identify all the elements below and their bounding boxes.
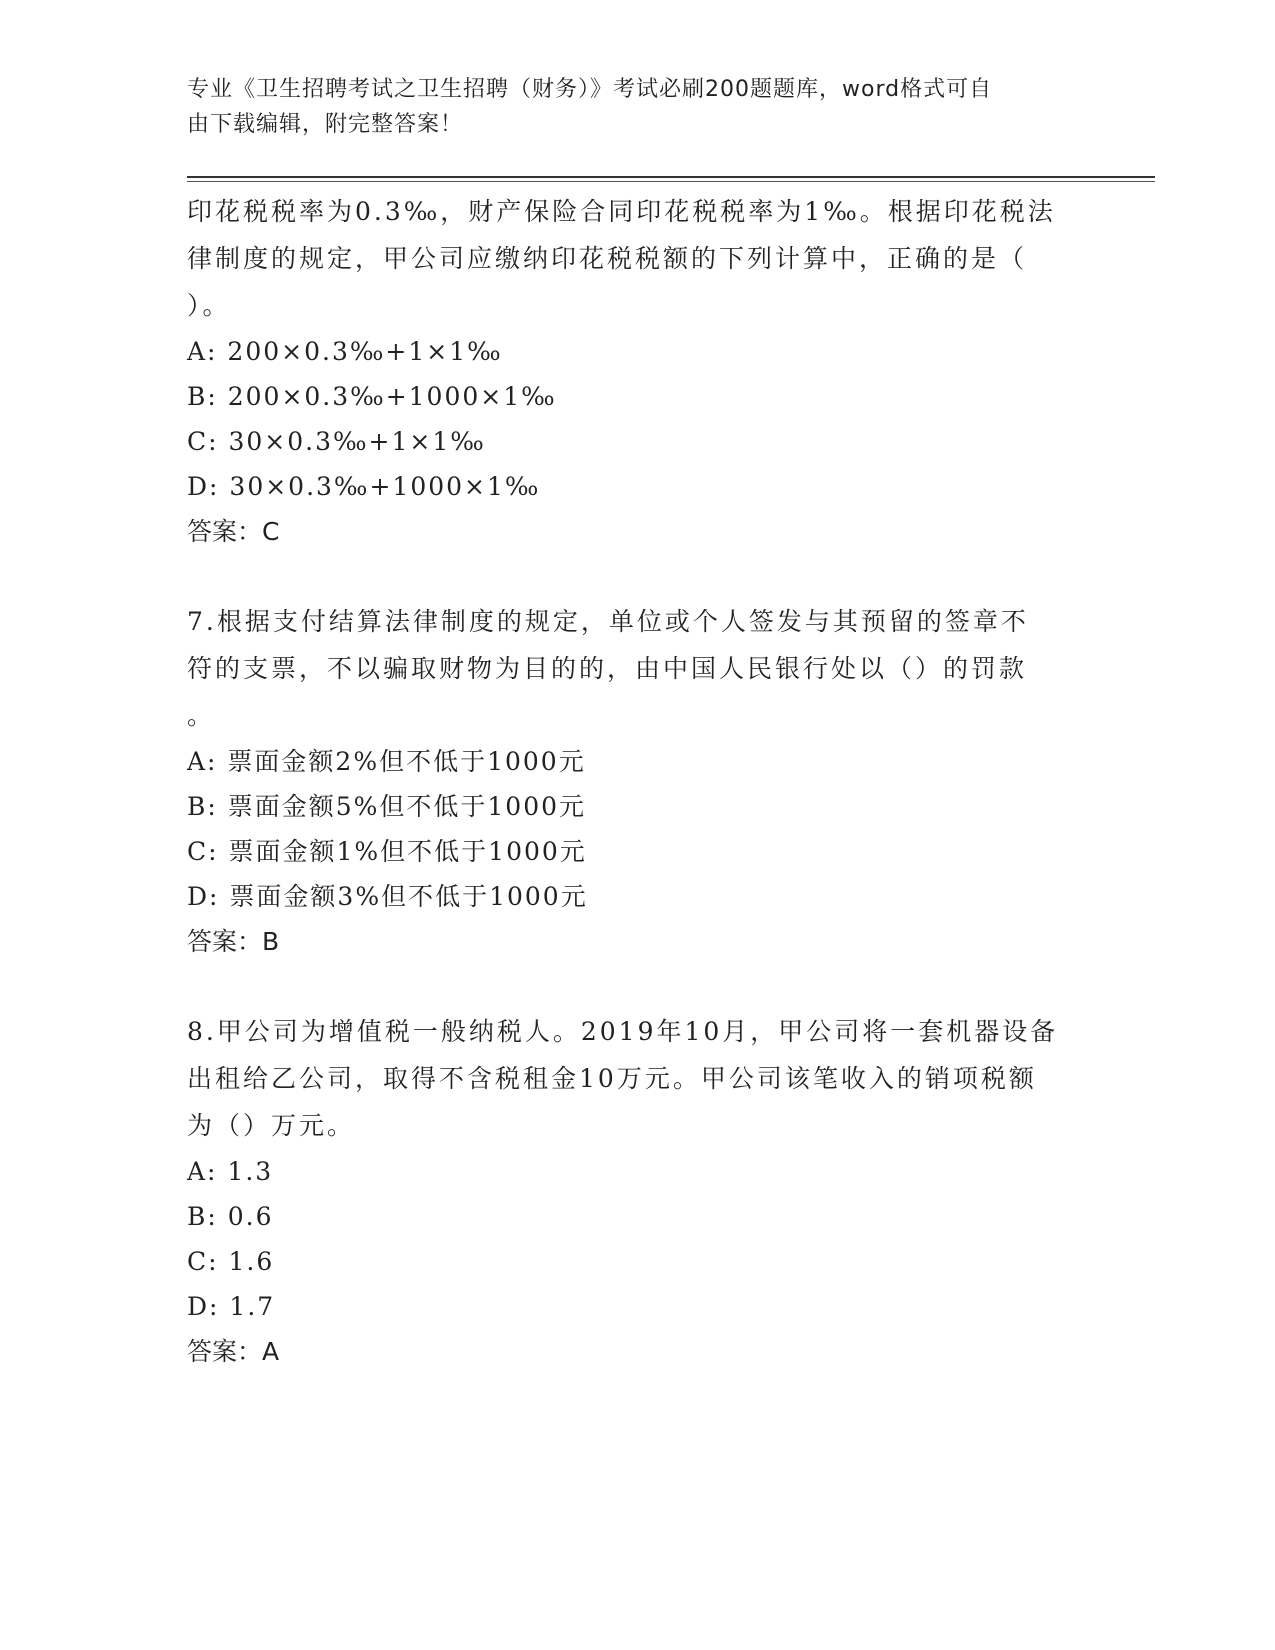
document-header: [187, 72, 1067, 142]
question-stem-line: 8.甲公司为增值税一般纳税人。2019年10月，甲公司将一套机器设备: [187, 1017, 1059, 1046]
option-d: D: 票面金额3%但不低于1000元: [187, 882, 588, 911]
option-b: B: 票面金额5%但不低于1000元: [187, 792, 587, 821]
option-c: C: 票面金额1%但不低于1000元: [187, 837, 587, 866]
answer-line: 答案：C: [187, 517, 280, 546]
option-a: A: 1.3: [187, 1157, 274, 1186]
option-a: A: 票面金额2%但不低于1000元: [187, 747, 586, 776]
question-stem-line: 7.根据支付结算法律制度的规定，单位或个人签发与其预留的签章不: [187, 607, 1029, 636]
option-d: D: 30×0.3‰+1000×1‰: [187, 472, 541, 501]
header-line: 专业《卫生招聘考试之卫生招聘（财务）》考试必刷200题题库，word格式可自: [187, 77, 993, 102]
option-c: C: 30×0.3‰+1×1‰: [187, 427, 486, 456]
header-line: 由下载编辑，附完整答案！: [187, 112, 464, 137]
question-stem-line: ）。: [187, 291, 231, 320]
question-block: [187, 598, 1087, 965]
option-b: B: 200×0.3‰+1000×1‰: [187, 382, 557, 411]
option-c: C: 1.6: [187, 1247, 275, 1276]
option-d: D: 1.7: [187, 1292, 276, 1321]
question-stem-line: 律制度的规定，甲公司应缴纳印花税税额的下列计算中，正确的是（: [187, 244, 1028, 273]
question-stem-line: 为（）万元。: [187, 1111, 356, 1140]
question-block: [187, 188, 1087, 555]
header-divider: [187, 181, 1155, 182]
option-a: A: 200×0.3‰+1×1‰: [187, 337, 503, 366]
question-stem-line: 。: [187, 701, 216, 730]
answer-line: 答案：B: [187, 927, 280, 956]
option-b: B: 0.6: [187, 1202, 274, 1231]
question-stem-line: 印花税税率为0.3‰，财产保险合同印花税税率为1‰。根据印花税法: [187, 197, 1056, 226]
question-stem-line: 符的支票，不以骗取财物为目的的，由中国人民银行处以（）的罚款: [187, 654, 1028, 683]
question-list: [187, 188, 1087, 1375]
question-stem-line: 出租给乙公司，取得不含税租金10万元。甲公司该笔收入的销项税额: [187, 1064, 1037, 1093]
question-block: [187, 1008, 1087, 1375]
header-divider: [187, 176, 1155, 178]
answer-line: 答案：A: [187, 1337, 280, 1366]
